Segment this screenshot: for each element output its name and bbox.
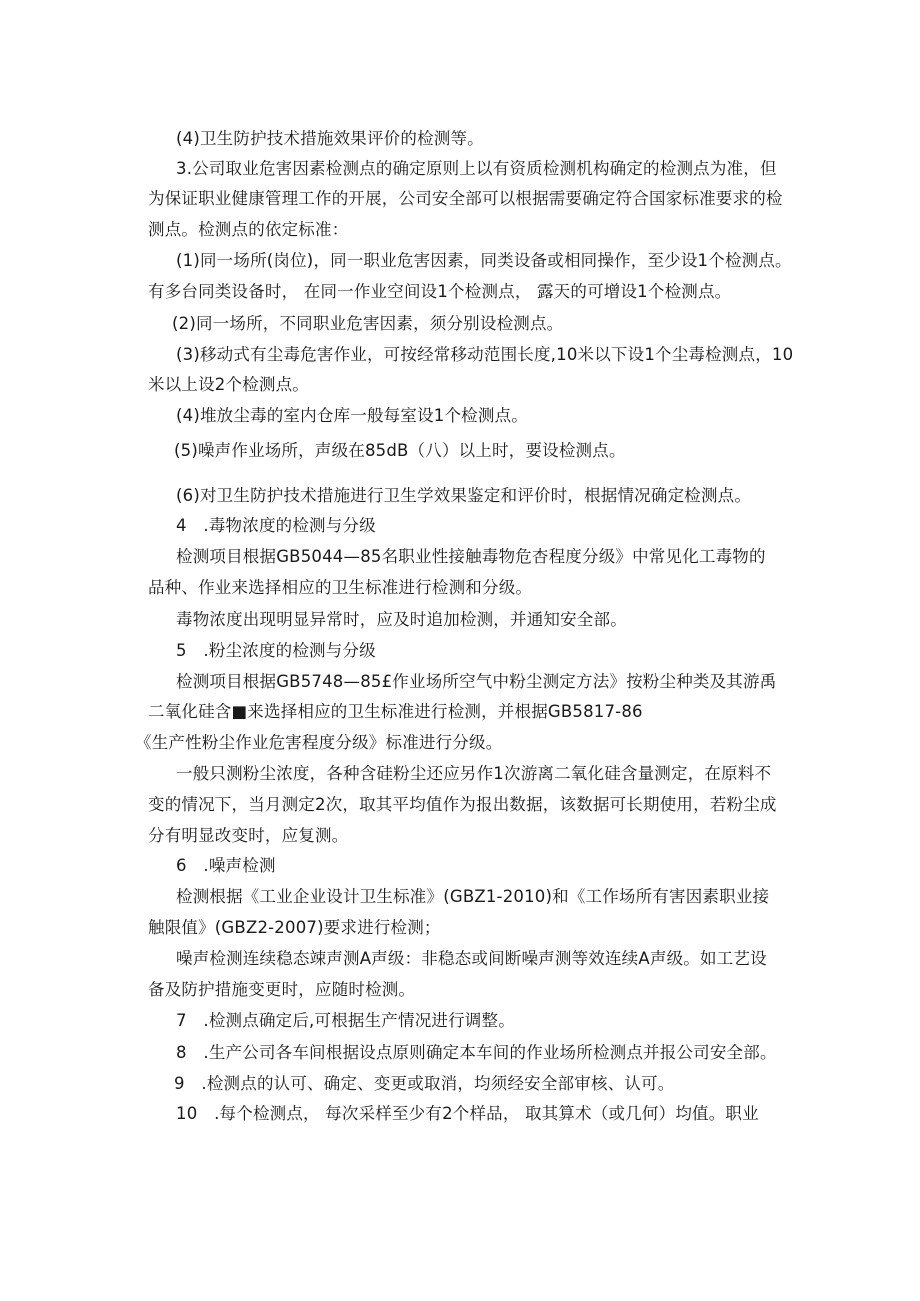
text-line: 毒物浓度出现明显异常时，应及时追加检测，并通知安全部。 xyxy=(176,610,627,629)
heading-dust-concentration: 5 .粉尘浓度的检测与分级 xyxy=(176,641,376,660)
text-line: 二氧化硅含■来选择相应的卫生标准进行检测，并根据GB5817-86 xyxy=(148,702,643,721)
text-line: 检测项目根据GB5044—85名职业性接触毒物危杏程度分级》中常见化工毒物的 xyxy=(176,547,766,566)
text-line: 7 .检测点确定后,可根据生产情况进行调整。 xyxy=(176,1011,515,1030)
text-line: (6)对卫生防护技术措施进行卫生学效果鉴定和评价时，根据情况确定检测点。 xyxy=(176,486,752,505)
text-line: 10 .每个检测点， 每次采样至少有2个样品， 取其算术（或几何）均值。职业 xyxy=(176,1104,759,1123)
text-line: 9 .检测点的认可、确定、变更或取消，均须经安全部审核、认可。 xyxy=(174,1074,675,1093)
text-line: 有多台同类设备时， 在同一作业空间设1个检测点， 露天的可增设1个检测点。 xyxy=(148,282,732,301)
text-line: 检测项目根据GB5748—85£作业场所空气中粉尘测定方法》按粉尘种类及其游禹 xyxy=(176,672,777,691)
text-line: 米以上设2个检测点。 xyxy=(148,375,309,394)
text-line: (1)同一场所(岗位)，同一职业危害因素，同类设备或相同操作，至少设1个检测点。 xyxy=(176,251,792,270)
text-line: 检测根据《工业企业设计卫生标准》(GBZ1-2010)和《工作场所有害因素职业接 xyxy=(176,887,770,906)
heading-noise-detection: 6 .噪声检测 xyxy=(176,856,276,875)
text-line: 噪声检测连续稳态竦声测A声级：非稳态或间断噪声测等效连续A声级。如工艺设 xyxy=(176,949,767,968)
text-line: 变的情况下，当月测定2次，取其平均值作为报出数据，该数据可长期使用，若粉尘成 xyxy=(148,795,777,814)
text-line: (2)同一场所，不同职业危害因素，须分别设检测点。 xyxy=(172,314,564,333)
text-line: 《生产性粉尘作业危害程度分级》标准进行分级。 xyxy=(135,733,503,752)
text-line: (3)移动式有尘毒危害作业，可按经常移动范围长度,10米以下设1个尘毒检测点，10 xyxy=(176,345,794,364)
text-line: 备及防护措施变更时，应随时检测。 xyxy=(148,980,416,999)
text-line: 为保证职业健康管理工作的开展，公司安全部可以根据需要确定符合国家标准要求的检 xyxy=(148,189,783,208)
text-line: 8 .生产公司各车间根据设点原则确定本车间的作业场所检测点并报公司安全部。 xyxy=(176,1043,777,1062)
text-line: 触限值》(GBZ2-2007)要求进行检测； xyxy=(148,918,441,937)
text-line: 分有明显改变时，应复测。 xyxy=(148,826,349,845)
text-line: 3.公司取业危害因素检测点的确定原则上以有资质检测机构确定的检测点为准，但 xyxy=(176,159,777,178)
text-line: 品种、作业来选择相应的卫生标准进行检测和分级。 xyxy=(148,578,533,597)
text-line: 测点。检测点的依定标准： xyxy=(148,220,349,239)
text-line: 一般只测粉尘浓度，各种含硅粉尘还应另作1次游离二氧化硅含量测定，在原料不 xyxy=(176,764,772,783)
heading-toxic-concentration: 4 .毒物浓度的检测与分级 xyxy=(176,516,376,535)
text-line: (4)卫生防护技术措施效果评价的检测等。 xyxy=(176,129,484,148)
text-line: (4)堆放尘毒的室内仓库一般每室设1个检测点。 xyxy=(176,406,528,425)
text-line: (5)噪声作业场所，声级在85dB（八）以上时，要设检测点。 xyxy=(174,441,626,460)
